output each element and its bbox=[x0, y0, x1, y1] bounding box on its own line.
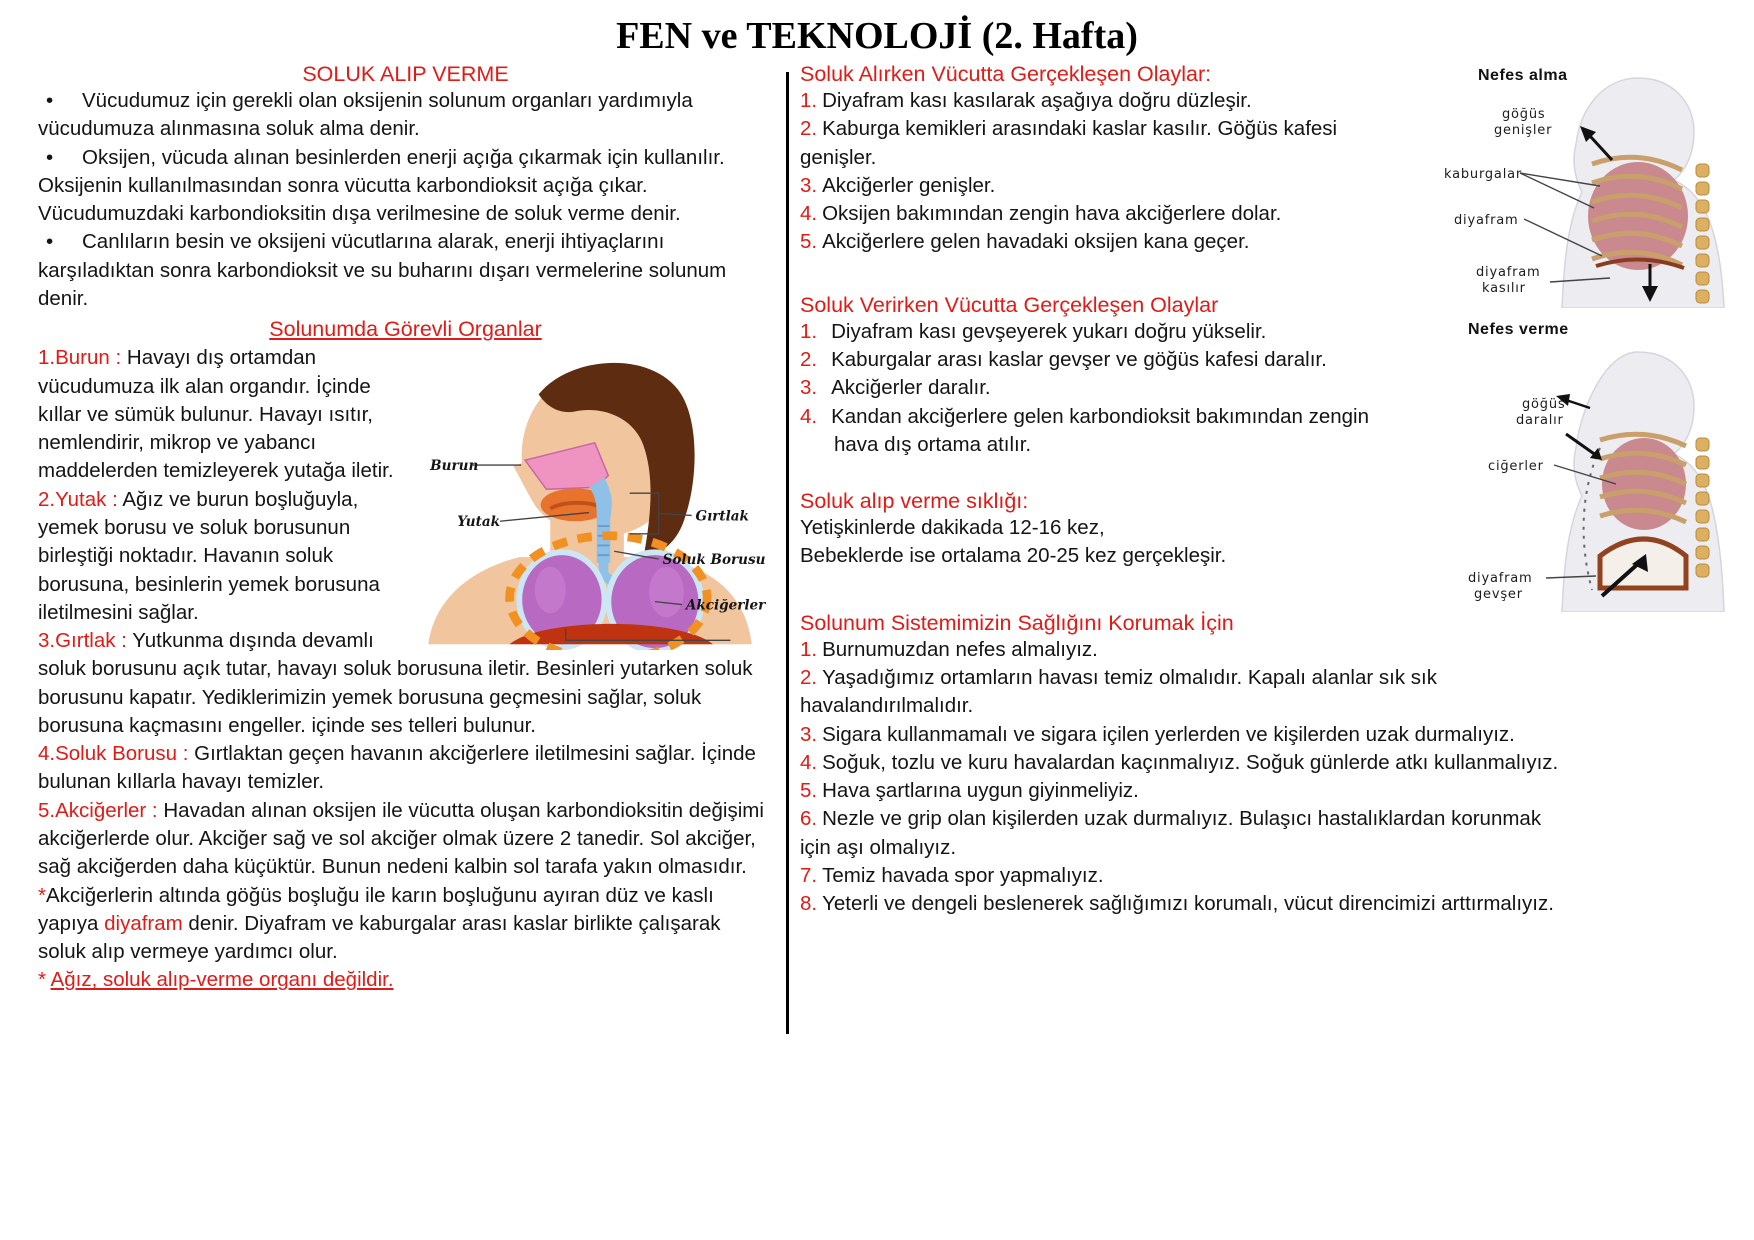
inhale-heading: Soluk Alırken Vücutta Gerçekleşen Olaylar: bbox=[800, 62, 1212, 86]
list-item: 1. Diyafram kası kasılarak aşağıya doğru düzleşir. bbox=[800, 89, 1252, 112]
list-item: 3. Akciğerler genişler. bbox=[800, 173, 996, 197]
respiratory-system-figure bbox=[405, 346, 773, 650]
organ-label: 4.Soluk Borusu : bbox=[38, 742, 189, 766]
organ-paragraph bbox=[38, 797, 773, 882]
frequency-heading: Soluk alıp verme sıklığı: bbox=[800, 489, 1029, 514]
organ-label: 5.Akciğerler : bbox=[38, 798, 158, 822]
health-heading: Solunum Sistemimizin Sağlığını Korumak İçin bbox=[800, 610, 1234, 635]
bullet-text: Canlıların besin ve oksijeni vücutlarına alarak, enerji ihtiyaçlarını karşıladıktan sonra karbondioksit ve su buharını dışarı vermelerine solunum denir. bbox=[38, 230, 727, 310]
list-item: 8. Yeterli ve dengeli beslenerek sağlığımızı korumalı, vücut direncimizi arttırmalıyız. bbox=[800, 892, 1554, 916]
section-heading-organlar: Solunumda Görevli Organlar bbox=[269, 317, 542, 342]
list-item: 4. Soğuk, tozlu ve kuru havalardan kaçınmalıyız. Soğuk günlerde atkı kullanmalıyız. bbox=[800, 750, 1559, 774]
bullet-paragraph bbox=[38, 228, 773, 313]
organ-text: Havadan alınan oksijen ile vücutta oluşan karbondioksitin değişimi akciğerlerde olur. Akciğer sağ ve sol akciğer olmak üzere 2 tanedir. Sol akciğer, sağ akciğerden daha küçüktür. Bunun nedeni kalbin sol tarafa yakın olmasıdır. bbox=[38, 798, 764, 879]
svg-text:daralır: daralır bbox=[1516, 413, 1564, 428]
list-item: 2. Kaburga kemikleri arasındaki kaslar kasılır. Göğüs kafesi genişler. bbox=[800, 117, 1338, 169]
section-inhale-events bbox=[800, 62, 1375, 257]
label-kaburgalar: kaburgalar bbox=[1444, 167, 1523, 182]
list-item: 6. Nezle ve grip olan kişilerden uzak durmalıyız. Bulaşıcı hastalıklardan korunmak için aşı olmalıyız. bbox=[800, 807, 1542, 859]
section-heading-soluk-alip-verme: SOLUK ALIP VERME bbox=[302, 62, 509, 86]
footnote-star: * bbox=[38, 968, 51, 992]
list-item: 3. Sigara kullanmamalı ve sigara içilen yerlerden ve kişilerden uzak durmalıyız. bbox=[800, 722, 1515, 746]
bullet-icon: • bbox=[46, 89, 54, 112]
organ-text: Gırtlaktan geçen havanın akciğerlere iletilmesini sağlar. İçinde bulunan kıllarla havayı temizler. bbox=[38, 742, 756, 794]
bullet-paragraph bbox=[38, 87, 773, 144]
organ-label: 2.Yutak : bbox=[38, 487, 118, 511]
organ-paragraph bbox=[38, 740, 773, 797]
list-item: 3. Akciğerler daralır. bbox=[800, 376, 991, 400]
label-gogus-genisler: göğüs bbox=[1502, 107, 1546, 122]
svg-text:kasılır: kasılır bbox=[1482, 281, 1526, 296]
inhale-figure-title: Nefes alma bbox=[1478, 67, 1568, 84]
footnote-text: Ağız, soluk alıp-verme organı değildir. bbox=[50, 968, 394, 992]
bullet-icon: • bbox=[46, 230, 54, 254]
note-text-pre: Akciğerlerin altında göğüs boşluğu ile karın boşluğunu ayıran düz ve kaslı yapıya bbox=[38, 883, 714, 935]
svg-text:gevşer: gevşer bbox=[1474, 587, 1523, 602]
svg-text:genişler: genişler bbox=[1494, 123, 1553, 138]
list-item: 1. Burnumuzdan nefes almalıyız. bbox=[800, 637, 1098, 661]
exhale-figure-title: Nefes verme bbox=[1468, 321, 1569, 338]
note-star: * bbox=[38, 883, 46, 907]
note-text-post: denir. Diyafram ve kaburgalar arası kaslar birlikte çalışarak soluk alıp vermeye yardımcı olur. bbox=[38, 911, 721, 964]
section-health-tips bbox=[800, 611, 1560, 919]
label-cigerler: ciğerler bbox=[1488, 459, 1544, 474]
label-akcigerler: Akciğerler bbox=[685, 597, 766, 614]
label-yutak: Yutak bbox=[457, 514, 501, 531]
inhale-figure bbox=[1352, 60, 1752, 308]
left-column bbox=[38, 62, 773, 995]
list-item: 5. Akciğerlere gelen havadaki oksijen kana geçer. bbox=[800, 230, 1250, 254]
inhale-illustration bbox=[1352, 60, 1752, 308]
list-item: 2. Yaşadığımız ortamların havası temiz olmalıdır. Kapalı alanlar sık sık havalandırılmalıdır. bbox=[800, 665, 1437, 718]
exhale-illustration bbox=[1348, 308, 1752, 612]
note-highlight-diyafram: diyafram bbox=[104, 911, 183, 935]
bullet-text: Oksijen, vücuda alınan besinlerden enerji açığa çıkarmak için kullanılır. Oksijenin kullanılmasından sonra vücutta karbondioksit açığa çıkar. Vücudumuzdaki karbondioksitin dışa verilmesine de soluk verme denir. bbox=[38, 145, 725, 226]
bullet-text: Vücudumuz için gerekli olan oksijenin solunum organları yardımıyla vücudumuza alınmasına soluk alma denir. bbox=[38, 89, 693, 141]
frequency-line: Yetişkinlerde dakikada 12-16 kez, bbox=[800, 516, 1105, 540]
label-diyafram: diyafram bbox=[1454, 213, 1519, 228]
list-item: 1. Diyafram kası gevşeyerek yukarı doğru yükselir. bbox=[800, 319, 1267, 343]
page-title: FEN ve TEKNOLOJİ (2. Hafta) bbox=[616, 15, 1138, 57]
label-burun: Burun bbox=[430, 458, 479, 475]
label-diyafram-kasilir: diyafram bbox=[1476, 265, 1541, 280]
list-item: 4. Kandan akciğerlere gelen karbondioksit bakımından zengin hava dış ortama atılır. bbox=[800, 404, 1370, 456]
label-girtlak: Gırtlak bbox=[695, 508, 749, 525]
list-item: 2. Kaburgalar arası kaslar gevşer ve göğüs kafesi daralır. bbox=[800, 347, 1327, 371]
label-gogus-daralir: göğüs bbox=[1522, 397, 1566, 412]
section-exhale-events bbox=[800, 293, 1380, 459]
bullet-icon: • bbox=[46, 145, 54, 169]
organ-label: 1.Burun : bbox=[38, 346, 122, 370]
organ-text: Ağız ve burun boşluğuyla, yemek borusu ve soluk borusunun birleştiği noktadır. Havanın soluk borusuna, besinlerin yemek borusuna iletilmesini sağlar. bbox=[38, 487, 380, 624]
organ-text: Yutkunma dışında devamlı soluk borusunu açık tutar, havayı soluk borusuna iletir. Besinleri yutarken soluk borusunu kapatır. Yediklerimizin yemek borusuna geçmesini sağlar, soluk borusuna kaçmasını engeller. içinde ses telleri bulunur. bbox=[38, 629, 753, 737]
column-divider bbox=[786, 72, 789, 1034]
bullet-paragraph bbox=[38, 144, 773, 229]
organ-label: 3.Gırtlak : bbox=[38, 629, 127, 653]
list-item: 7. Temiz havada spor yapmalıyız. bbox=[800, 863, 1104, 887]
diaphragm-note bbox=[38, 882, 773, 967]
label-diyafram-gevser: diyafram bbox=[1468, 571, 1533, 586]
organ-text: Havayı dış ortamdan vücudumuza ilk alan organdır. İçinde kıllar ve sümük bulunur. Havayı ısıtır, nemlendirir, mikrop ve yabancı maddelerden temizleyerek yutağa iletir. bbox=[38, 346, 394, 483]
list-item: 4. Oksijen bakımından zengin hava akciğerlere dolar. bbox=[800, 202, 1282, 226]
label-soluk-borusu: Soluk Borusu bbox=[662, 552, 766, 569]
list-item: 5. Hava şartlarına uygun giyinmeliyiz. bbox=[800, 779, 1139, 803]
frequency-line: Bebeklerde ise ortalama 20-25 kez gerçekleşir. bbox=[800, 544, 1227, 568]
exhale-heading: Soluk Verirken Vücutta Gerçekleşen Olaylar bbox=[800, 292, 1219, 317]
respiratory-system-illustration bbox=[405, 346, 773, 650]
mouth-footnote bbox=[38, 966, 773, 994]
exhale-figure bbox=[1348, 308, 1752, 612]
